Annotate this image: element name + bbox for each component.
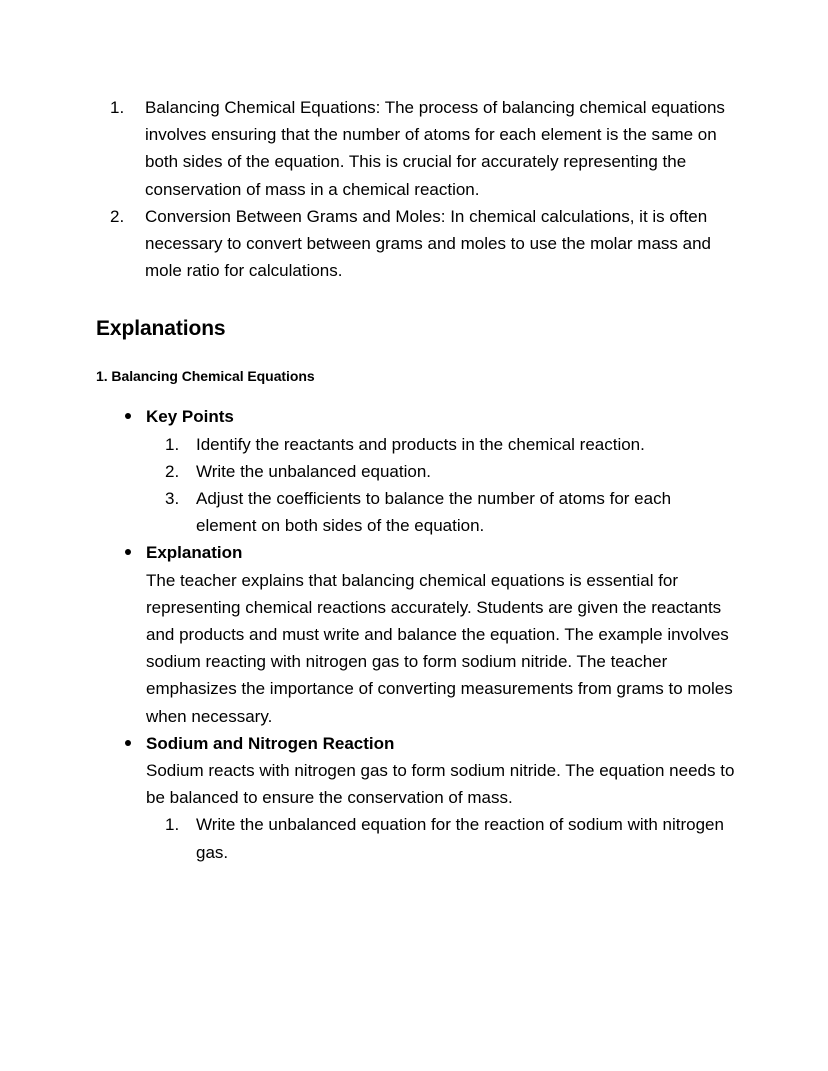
list-item-text: Balancing Chemical Equations: The process of balancing chemical equations involves ensuring that the number of atoms for each element is the same on both sides of the equation. This is crucial for accurately representing the conservation of mass in a chemical reaction. xyxy=(145,98,725,199)
list-item xyxy=(94,403,739,539)
explanations-bullet-list xyxy=(94,403,739,865)
list-marker: 1. xyxy=(110,98,125,117)
list-item xyxy=(94,539,739,729)
list-item-text: Adjust the coefficients to balance the number of atoms for each element on both sides of the equation. xyxy=(196,489,672,536)
document-content xyxy=(94,94,739,866)
list-item xyxy=(146,811,739,865)
bullet-title: Key Points xyxy=(146,407,234,427)
bullet-title: Sodium and Nitrogen Reaction xyxy=(146,733,395,753)
list-item xyxy=(94,203,739,285)
reaction-steps-ordered-list xyxy=(146,811,739,865)
list-item-text: Identify the reactants and products in the chemical reaction. xyxy=(196,434,645,454)
bullet-title: Explanation xyxy=(146,543,243,563)
list-item xyxy=(94,730,739,866)
list-marker: 2. xyxy=(110,206,125,226)
list-item-text: Conversion Between Grams and Moles: In chemical calculations, it is often necessary to convert between grams and moles to use the molar mass and mole ratio for calculations. xyxy=(145,206,712,281)
list-item-text: Write the unbalanced equation. xyxy=(196,461,432,481)
list-marker: 1. xyxy=(165,815,180,835)
bullet-icon xyxy=(125,740,131,746)
bullet-paragraph: Sodium reacts with nitrogen gas to form sodium nitride. The equation needs to be balanced to ensure the conservation of mass. xyxy=(146,761,735,808)
bullet-icon xyxy=(125,549,131,555)
key-points-ordered-list xyxy=(146,431,739,540)
list-item xyxy=(94,94,739,203)
intro-ordered-list xyxy=(94,94,739,284)
list-item xyxy=(146,431,739,458)
bullet-paragraph: The teacher explains that balancing chemical equations is essential for representing chemical reactions accurately. Students are given the reactants and products and must write and balance the equation. The example involves sodium reacting with nitrogen gas to form sodium nitride. The teacher emphasizes the importance of converting measurements from grams to moles when necessary. xyxy=(146,570,733,726)
list-marker: 2. xyxy=(165,461,180,481)
bullet-icon xyxy=(125,413,131,419)
list-item xyxy=(146,458,739,485)
subsection-heading: 1. Balancing Chemical Equations xyxy=(96,368,315,385)
list-item-text: Write the unbalanced equation for the reaction of sodium with nitrogen gas. xyxy=(196,815,724,862)
list-marker: 3. xyxy=(165,489,180,509)
list-marker: 1. xyxy=(165,434,180,454)
list-item xyxy=(146,485,739,539)
page-title: Explanations xyxy=(96,317,226,341)
